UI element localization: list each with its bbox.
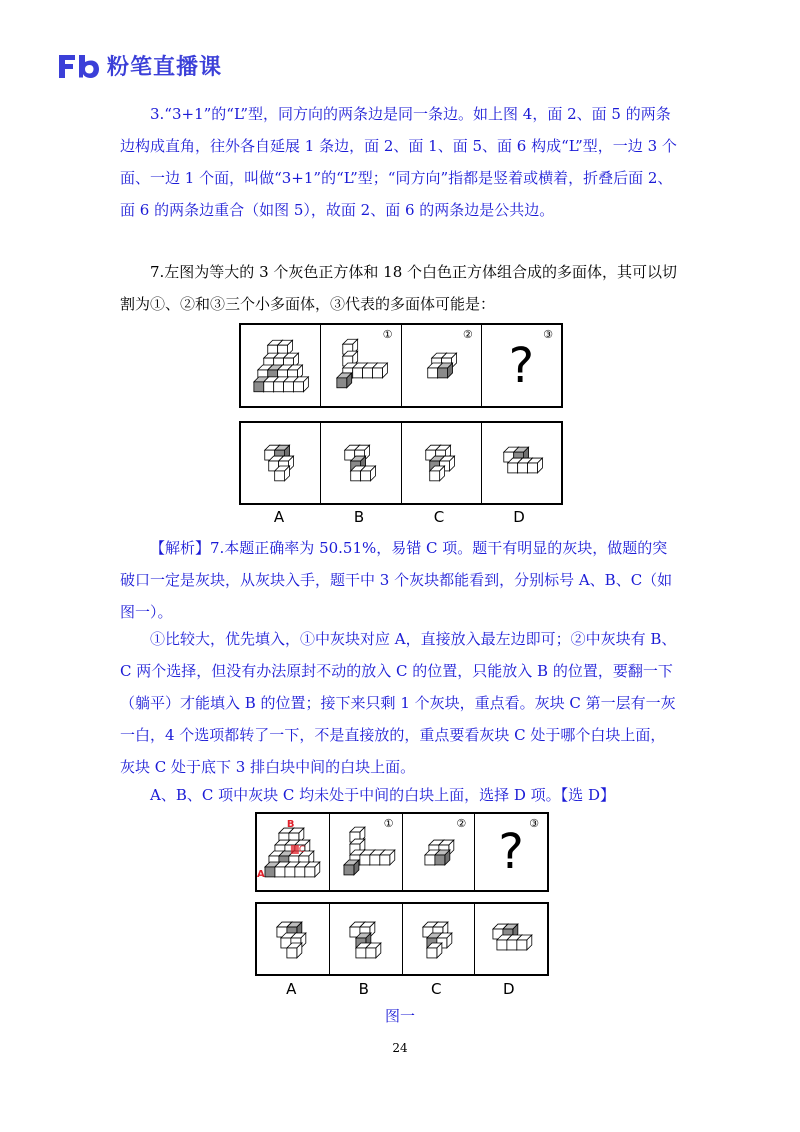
- option-d-image: [482, 423, 561, 503]
- options-figure-bottom: [255, 902, 549, 976]
- option-c-label: C: [433, 508, 445, 526]
- piece-2-image: [402, 325, 481, 406]
- option-c-cell-bottom: [403, 904, 476, 974]
- option-d-label-bottom: D: [502, 980, 515, 998]
- piece-2-label-bottom: ②: [456, 817, 467, 830]
- option-labels-top: [239, 508, 559, 526]
- option-c-label-bottom: C: [431, 980, 442, 998]
- question-mark: ?: [508, 337, 535, 394]
- question-mark-bottom: ?: [498, 824, 524, 880]
- piece-2-cell: [402, 325, 482, 406]
- section3-paragraph: 3.“3+1”的“L”型，同方向的两条边是同一条边。如上图 4，面 2、面 5 的两条边构成直角，往外各自延展 1 条边，面 2、面 1、面 5、面 6 构成“L”型，一边 3 个面、一边 1 个面，叫做“3+1”的“L”型；“同方向”指都是竖着或横着，折叠后面 2、面 6 的两条边重合（如图 5），故面 2、面 6 的两条边是公共边。: [120, 105, 677, 219]
- piece-1-cell: [321, 325, 401, 406]
- option-b-cell-bottom: [330, 904, 403, 974]
- piece-2-cell-bottom: [403, 814, 476, 890]
- annot-label-c: C: [298, 845, 306, 855]
- composite-solid-image: [241, 325, 320, 406]
- annotated-solid-cell: [257, 814, 330, 890]
- option-a-image-bottom: [257, 904, 329, 974]
- annot-label-a: A: [257, 868, 265, 880]
- piece-3-label-bottom: ③: [529, 817, 539, 830]
- brand-logo: [57, 50, 222, 81]
- question7-text: 7.左图为等大的 3 个灰色正方体和 18 个白色正方体组合成的多面体，其可以切割为①、②和③三个小多面体，③代表的多面体可能是：: [120, 263, 678, 313]
- figure-caption: 图一: [384, 1007, 415, 1025]
- option-labels-bottom: [255, 980, 545, 998]
- answer-paragraph-2: ①比较大，优先填入，①中灰块对应 A，直接放入最左边即可；②中灰块有 B、C 两个选择，但没有办法原封不动的放入 C 的位置，只能放入 B 的位置，要翻一下（躺平）才能填入 B 的位置；接下来只剩 1 个灰块，重点看。灰块 C 第一层有一灰一白，4 个选项都转了一下，不是直接放的，重点要看灰块 C 处于哪个白块上面，灰块 C 处于底下 3 排白块中间的白块上面。: [120, 630, 677, 776]
- answer-paragraph-3: A、B、C 项中灰块 C 均未处于中间的白块上面，选择 D 项。【选 D】: [150, 786, 615, 804]
- question-figure-top: [239, 323, 563, 408]
- option-c-image: [402, 423, 481, 503]
- piece-2-image-bottom: [403, 814, 475, 890]
- option-a-label-bottom: A: [286, 980, 297, 998]
- logo-text: 粉笔直播课: [107, 55, 223, 80]
- piece-1-label-bottom: ①: [383, 817, 394, 830]
- piece-3-cell: [482, 325, 561, 406]
- page-number: 24: [392, 1041, 408, 1055]
- annotated-solid-image: [257, 814, 329, 890]
- question-figure-bottom: [255, 812, 549, 892]
- piece-1-label: ①: [382, 328, 393, 341]
- option-b-image-bottom: [330, 904, 402, 974]
- option-d-cell: [482, 423, 561, 503]
- piece-3-label: ③: [543, 328, 553, 341]
- fb-logo-icon: [57, 51, 101, 81]
- option-b-label-bottom: B: [358, 980, 369, 998]
- option-a-cell-bottom: [257, 904, 330, 974]
- option-b-image: [321, 423, 400, 503]
- piece-2-label: ②: [462, 328, 473, 341]
- option-c-image-bottom: [403, 904, 475, 974]
- composite-solid-cell: [241, 325, 321, 406]
- annot-label-b: B: [286, 819, 295, 831]
- piece-1-image: [321, 325, 400, 406]
- option-b-label: B: [353, 508, 365, 526]
- option-b-cell: [321, 423, 401, 503]
- piece-3-cell-bottom: [475, 814, 547, 890]
- answer-paragraph-1: 【解析】7.本题正确率为 50.51%，易错 C 项。题干有明显的灰块，做题的突破口一定是灰块，从灰块入手，题干中 3 个灰块都能看到，分别标号 A、B、C（如图一）。: [120, 539, 673, 621]
- option-d-label: D: [513, 508, 525, 526]
- option-c-cell: [402, 423, 482, 503]
- options-figure-top: [239, 421, 563, 505]
- option-d-cell-bottom: [475, 904, 547, 974]
- option-a-cell: [241, 423, 321, 503]
- piece-1-image-bottom: [330, 814, 402, 890]
- option-a-image: [241, 423, 320, 503]
- option-d-image-bottom: [475, 904, 547, 974]
- piece-1-cell-bottom: [330, 814, 403, 890]
- option-a-label: A: [273, 508, 285, 526]
